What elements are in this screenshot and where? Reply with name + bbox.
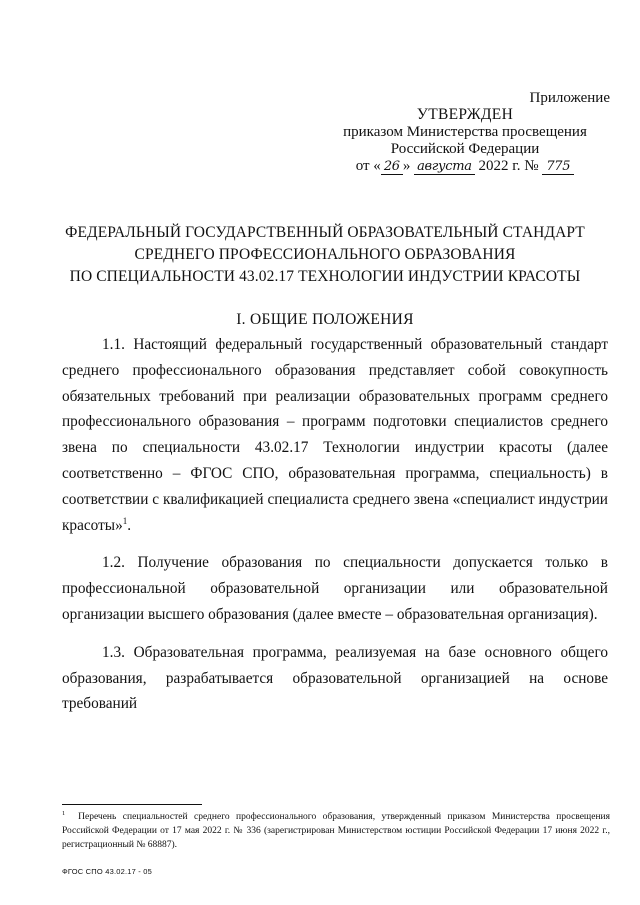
page-footer-code: ФГОС СПО 43.02.17 - 05 [62, 867, 153, 876]
paragraph-1-1 [62, 332, 608, 538]
footnote-ref[interactable]: 1 [122, 515, 128, 526]
paragraph-1-3: 1.3. Образовательная программа, реализуемая на базе основного общего образования, разрабатывается образовательной организацией на основе требований [62, 643, 608, 713]
order-line-2: Российской Федерации [390, 141, 540, 157]
handwritten-day: 26 [381, 159, 403, 175]
section-heading: I. ОБЩИЕ ПОЛОЖЕНИЯ [236, 311, 414, 328]
order-date-line [340, 158, 590, 175]
footnote-mark: 1 [62, 809, 66, 817]
handwritten-order-number: 775 [542, 159, 574, 175]
order-line-1: приказом Министерства просвещения [343, 124, 587, 140]
title-line-3: ПО СПЕЦИАЛЬНОСТИ 43.02.17 ТЕХНОЛОГИИ ИНДУСТРИИ КРАСОТЫ [69, 268, 581, 285]
paragraph-1-1-end: . [127, 516, 132, 534]
footnote-text: Перечень специальностей среднего профессионального образования, утвержденный приказом Министерства просвещения Российской Федерации от 17 мая 2022 г. № 336 (зарегистрирован Министерством юстиции Российской Федерации 17 июня 2022 г., регистрационный № 68887). [62, 812, 611, 850]
title-line-2: СРЕДНЕГО ПРОФЕССИОНАЛЬНОГО ОБРАЗОВАНИЯ [134, 246, 516, 263]
footnote [62, 810, 610, 852]
body-text [62, 332, 608, 729]
title-line-1: ФЕДЕРАЛЬНЫЙ ГОСУДАРСТВЕННЫЙ ОБРАЗОВАТЕЛЬНЫЙ СТАНДАРТ [65, 224, 585, 241]
footnote-divider [62, 804, 202, 805]
document-title [40, 222, 610, 288]
date-mid: » [402, 158, 411, 174]
date-prefix: от « [355, 158, 381, 174]
appendix-label: Приложение [529, 90, 610, 106]
date-year: 2022 г. № [478, 158, 539, 174]
approval-block [340, 106, 590, 175]
paragraph-1-1-text: 1.1. Настоящий федеральный государственный образовательный стандарт среднего профессионального образования представляет собой совокупность обязательных требований при реализации образовательных программ среднего профессионального образования – программ подготовки специалистов среднего звена по специальности 43.02.17 Технологии индустрии красоты (далее соответственно – ФГОС СПО, образовательная программа, специальность) в соответствии с квалификацией специалиста среднего звена «специалист индустрии красоты» [62, 336, 608, 534]
approved-heading: УТВЕРЖДЕН [416, 106, 514, 123]
paragraph-1-2: 1.2. Получение образования по специальности допускается только в профессиональной образовательной организации или образовательной организации высшего образования (далее вместе – образовательная организация). [62, 554, 608, 623]
handwritten-month: августа [414, 159, 475, 175]
